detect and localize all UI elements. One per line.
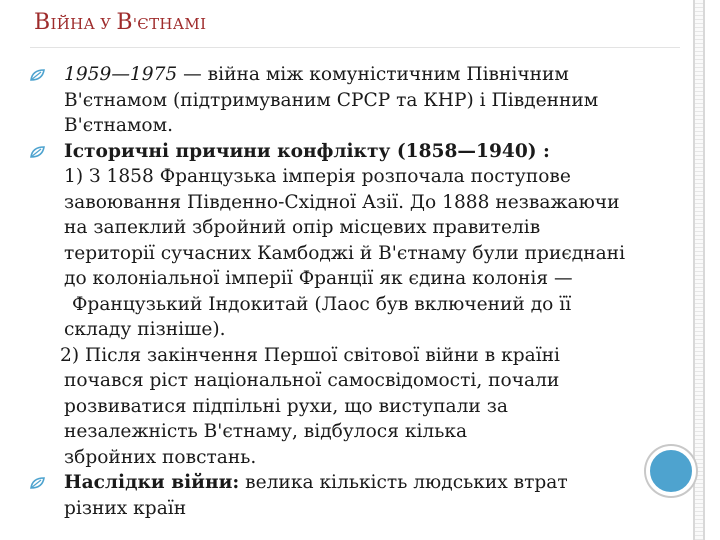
leaf-bullet-icon [30, 69, 45, 81]
war-dates: 1959—1975 [64, 64, 178, 85]
decorative-frame-right [693, 0, 705, 540]
bullet-list [30, 62, 685, 521]
causes-heading: Історичні причини конфлікту (1858—1940) : [64, 140, 550, 162]
bullet-item-causes: Історичні причини конфлікту (1858—1940) : 1) З 1858 Французька імперія розпочала поступове завоювання Південно-Східної Азії. До 1888 незважаючи на запеклий збройний опір місцевих правителів території сучасних Камбоджі й В'єтнаму були приєднані до колоніальної імперії Франції як єдина колонія — Французький Індокитай (Лаос був включений до її складу пізніше). 2) Після закінчення Першої світової війни в країні почався ріст національної самосвідомості, почали розвиватися підпільні рухи, що виступали за незалежність В'єтнаму, відбулося кілька збройних повстань. [30, 139, 685, 471]
title-divider [30, 47, 680, 48]
consequences-heading: Наслідки війни: [64, 472, 240, 493]
slide-title: ВІЙНА У В'ЄТНАМІ [34, 10, 207, 35]
bullet-item-dates: 1959—1975 — війна між комуністичним Північним В'єтнамом (підтримуваним СРСР та КНР) і Південним В'єтнамом. [30, 62, 685, 139]
bullet-item-consequences: Наслідки війни: велика кількість людських втрат різних країн [30, 470, 685, 521]
leaf-bullet-icon [30, 477, 45, 489]
leaf-bullet-icon [30, 146, 45, 158]
